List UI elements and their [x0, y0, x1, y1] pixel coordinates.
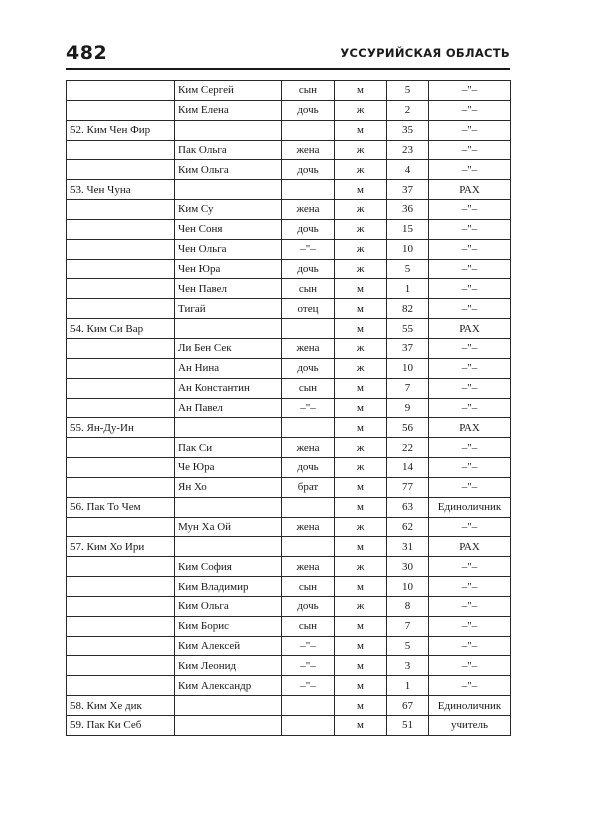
- sex-cell: ж: [335, 200, 387, 220]
- table-row: [67, 656, 511, 676]
- member-name-cell: Чен Павел: [175, 279, 282, 299]
- table-row: [67, 438, 511, 458]
- member-name-cell: [175, 120, 282, 140]
- member-name-cell: Пак Ольга: [175, 140, 282, 160]
- member-name-cell: Ан Павел: [175, 398, 282, 418]
- member-name-cell: Чен Ольга: [175, 239, 282, 259]
- age-cell: 10: [387, 239, 429, 259]
- table-row: [67, 239, 511, 259]
- sex-cell: ж: [335, 438, 387, 458]
- status-cell: –"–: [429, 200, 511, 220]
- status-cell: –"–: [429, 616, 511, 636]
- table-row: [67, 537, 511, 557]
- table-row: [67, 358, 511, 378]
- sex-cell: м: [335, 120, 387, 140]
- member-name-cell: Ли Бен Сек: [175, 338, 282, 358]
- age-cell: 63: [387, 497, 429, 517]
- sex-cell: ж: [335, 358, 387, 378]
- age-cell: 5: [387, 259, 429, 279]
- table-row: [67, 120, 511, 140]
- household-head-cell: 57. Ким Хо Ири: [67, 537, 175, 557]
- status-cell: РАХ: [429, 418, 511, 438]
- table-row: [67, 200, 511, 220]
- member-name-cell: [175, 319, 282, 339]
- sex-cell: м: [335, 378, 387, 398]
- table-row: [67, 458, 511, 478]
- household-head-cell: 53. Чен Чуна: [67, 180, 175, 200]
- relation-cell: –"–: [282, 239, 335, 259]
- relation-cell: жена: [282, 200, 335, 220]
- relation-cell: дочь: [282, 358, 335, 378]
- relation-cell: [282, 319, 335, 339]
- relation-cell: жена: [282, 140, 335, 160]
- age-cell: 31: [387, 537, 429, 557]
- table-row: [67, 378, 511, 398]
- status-cell: –"–: [429, 338, 511, 358]
- relation-cell: жена: [282, 517, 335, 537]
- sex-cell: ж: [335, 100, 387, 120]
- status-cell: –"–: [429, 219, 511, 239]
- member-name-cell: Тигай: [175, 299, 282, 319]
- age-cell: 30: [387, 557, 429, 577]
- relation-cell: дочь: [282, 219, 335, 239]
- sex-cell: м: [335, 616, 387, 636]
- member-name-cell: Пак Си: [175, 438, 282, 458]
- sex-cell: ж: [335, 140, 387, 160]
- sex-cell: ж: [335, 596, 387, 616]
- status-cell: –"–: [429, 120, 511, 140]
- status-cell: РАХ: [429, 180, 511, 200]
- status-cell: –"–: [429, 239, 511, 259]
- household-head-cell: 59. Пак Ки Себ: [67, 716, 175, 736]
- household-head-cell: [67, 616, 175, 636]
- household-head-cell: [67, 636, 175, 656]
- status-cell: –"–: [429, 160, 511, 180]
- family-roster-table: [66, 80, 511, 736]
- relation-cell: сын: [282, 378, 335, 398]
- household-head-cell: [67, 477, 175, 497]
- relation-cell: сын: [282, 279, 335, 299]
- sex-cell: ж: [335, 557, 387, 577]
- sex-cell: м: [335, 577, 387, 597]
- age-cell: 22: [387, 438, 429, 458]
- relation-cell: сын: [282, 616, 335, 636]
- relation-cell: [282, 120, 335, 140]
- age-cell: 15: [387, 219, 429, 239]
- header-rule: [66, 68, 510, 70]
- status-cell: –"–: [429, 557, 511, 577]
- relation-cell: –"–: [282, 636, 335, 656]
- relation-cell: –"–: [282, 398, 335, 418]
- sex-cell: м: [335, 537, 387, 557]
- table-row: [67, 100, 511, 120]
- age-cell: 35: [387, 120, 429, 140]
- table-row: [67, 557, 511, 577]
- sex-cell: м: [335, 716, 387, 736]
- household-head-cell: [67, 259, 175, 279]
- status-cell: Единоличник: [429, 696, 511, 716]
- table-row: [67, 517, 511, 537]
- table-row: [67, 180, 511, 200]
- sex-cell: м: [335, 319, 387, 339]
- status-cell: –"–: [429, 398, 511, 418]
- status-cell: –"–: [429, 259, 511, 279]
- member-name-cell: Чен Юра: [175, 259, 282, 279]
- age-cell: 36: [387, 200, 429, 220]
- sex-cell: м: [335, 418, 387, 438]
- table-row: [67, 696, 511, 716]
- age-cell: 5: [387, 636, 429, 656]
- household-head-cell: [67, 239, 175, 259]
- household-head-cell: 58. Ким Хе дик: [67, 696, 175, 716]
- status-cell: –"–: [429, 596, 511, 616]
- member-name-cell: Ким Сергей: [175, 81, 282, 101]
- sex-cell: м: [335, 299, 387, 319]
- status-cell: РАХ: [429, 319, 511, 339]
- relation-cell: жена: [282, 557, 335, 577]
- sex-cell: ж: [335, 458, 387, 478]
- roster-body: [67, 81, 511, 736]
- table-row: [67, 299, 511, 319]
- member-name-cell: Ким Ольга: [175, 160, 282, 180]
- status-cell: –"–: [429, 279, 511, 299]
- member-name-cell: Ан Нина: [175, 358, 282, 378]
- table-row: [67, 596, 511, 616]
- member-name-cell: Ким Су: [175, 200, 282, 220]
- table-row: [67, 676, 511, 696]
- table-row: [67, 81, 511, 101]
- status-cell: –"–: [429, 140, 511, 160]
- age-cell: 10: [387, 577, 429, 597]
- age-cell: 82: [387, 299, 429, 319]
- status-cell: –"–: [429, 81, 511, 101]
- member-name-cell: Ким Алексей: [175, 636, 282, 656]
- table-row: [67, 616, 511, 636]
- status-cell: учитель: [429, 716, 511, 736]
- status-cell: –"–: [429, 676, 511, 696]
- household-head-cell: [67, 557, 175, 577]
- page-header: [66, 42, 510, 68]
- relation-cell: дочь: [282, 458, 335, 478]
- member-name-cell: Ким Борис: [175, 616, 282, 636]
- age-cell: 62: [387, 517, 429, 537]
- member-name-cell: Чен Соня: [175, 219, 282, 239]
- sex-cell: м: [335, 279, 387, 299]
- running-title: УССУРИЙСКАЯ ОБЛАСТЬ: [340, 46, 510, 60]
- member-name-cell: Ким Елена: [175, 100, 282, 120]
- household-head-cell: [67, 200, 175, 220]
- relation-cell: жена: [282, 338, 335, 358]
- age-cell: 5: [387, 81, 429, 101]
- household-head-cell: [67, 140, 175, 160]
- relation-cell: сын: [282, 577, 335, 597]
- sex-cell: м: [335, 636, 387, 656]
- status-cell: РАХ: [429, 537, 511, 557]
- age-cell: 14: [387, 458, 429, 478]
- age-cell: 67: [387, 696, 429, 716]
- member-name-cell: [175, 696, 282, 716]
- sex-cell: ж: [335, 259, 387, 279]
- household-head-cell: [67, 596, 175, 616]
- age-cell: 7: [387, 378, 429, 398]
- status-cell: –"–: [429, 636, 511, 656]
- table-row: [67, 338, 511, 358]
- member-name-cell: Ким Владимир: [175, 577, 282, 597]
- status-cell: –"–: [429, 378, 511, 398]
- sex-cell: ж: [335, 517, 387, 537]
- status-cell: –"–: [429, 458, 511, 478]
- sex-cell: ж: [335, 239, 387, 259]
- household-head-cell: [67, 358, 175, 378]
- member-name-cell: [175, 497, 282, 517]
- age-cell: 23: [387, 140, 429, 160]
- relation-cell: отец: [282, 299, 335, 319]
- member-name-cell: Ким Ольга: [175, 596, 282, 616]
- table-row: [67, 636, 511, 656]
- household-head-cell: [67, 517, 175, 537]
- household-head-cell: 55. Ян-Ду-Ин: [67, 418, 175, 438]
- age-cell: 4: [387, 160, 429, 180]
- sex-cell: м: [335, 180, 387, 200]
- household-head-cell: [67, 656, 175, 676]
- household-head-cell: [67, 458, 175, 478]
- household-head-cell: [67, 338, 175, 358]
- status-cell: –"–: [429, 517, 511, 537]
- sex-cell: ж: [335, 219, 387, 239]
- household-head-cell: [67, 438, 175, 458]
- status-cell: –"–: [429, 299, 511, 319]
- table-row: [67, 418, 511, 438]
- status-cell: –"–: [429, 577, 511, 597]
- age-cell: 37: [387, 338, 429, 358]
- sex-cell: м: [335, 497, 387, 517]
- status-cell: –"–: [429, 477, 511, 497]
- household-head-cell: [67, 160, 175, 180]
- status-cell: –"–: [429, 438, 511, 458]
- table-row: [67, 716, 511, 736]
- relation-cell: дочь: [282, 596, 335, 616]
- age-cell: 3: [387, 656, 429, 676]
- status-cell: –"–: [429, 100, 511, 120]
- table-row: [67, 577, 511, 597]
- household-head-cell: 56. Пак То Чем: [67, 497, 175, 517]
- member-name-cell: [175, 716, 282, 736]
- table-row: [67, 477, 511, 497]
- age-cell: 8: [387, 596, 429, 616]
- relation-cell: брат: [282, 477, 335, 497]
- relation-cell: [282, 537, 335, 557]
- relation-cell: [282, 497, 335, 517]
- household-head-cell: [67, 398, 175, 418]
- relation-cell: [282, 716, 335, 736]
- relation-cell: дочь: [282, 259, 335, 279]
- relation-cell: [282, 180, 335, 200]
- status-cell: –"–: [429, 656, 511, 676]
- relation-cell: –"–: [282, 676, 335, 696]
- table-row: [67, 140, 511, 160]
- table-row: [67, 319, 511, 339]
- age-cell: 51: [387, 716, 429, 736]
- household-head-cell: [67, 219, 175, 239]
- relation-cell: дочь: [282, 160, 335, 180]
- age-cell: 2: [387, 100, 429, 120]
- household-head-cell: [67, 676, 175, 696]
- household-head-cell: [67, 577, 175, 597]
- age-cell: 10: [387, 358, 429, 378]
- status-cell: Единоличник: [429, 497, 511, 517]
- household-head-cell: [67, 299, 175, 319]
- sex-cell: ж: [335, 160, 387, 180]
- relation-cell: сын: [282, 81, 335, 101]
- page-number: 482: [66, 42, 108, 64]
- age-cell: 7: [387, 616, 429, 636]
- household-head-cell: 54. Ким Си Вар: [67, 319, 175, 339]
- household-head-cell: [67, 378, 175, 398]
- member-name-cell: Ан Константин: [175, 378, 282, 398]
- member-name-cell: Че Юра: [175, 458, 282, 478]
- sex-cell: м: [335, 477, 387, 497]
- household-head-cell: [67, 279, 175, 299]
- sex-cell: м: [335, 676, 387, 696]
- household-head-cell: 52. Ким Чен Фир: [67, 120, 175, 140]
- table-row: [67, 259, 511, 279]
- age-cell: 56: [387, 418, 429, 438]
- status-cell: –"–: [429, 358, 511, 378]
- sex-cell: м: [335, 696, 387, 716]
- member-name-cell: Мун Ха Ой: [175, 517, 282, 537]
- table-row: [67, 279, 511, 299]
- table-row: [67, 160, 511, 180]
- sex-cell: м: [335, 398, 387, 418]
- member-name-cell: [175, 418, 282, 438]
- member-name-cell: Ким София: [175, 557, 282, 577]
- relation-cell: [282, 418, 335, 438]
- table-row: [67, 219, 511, 239]
- sex-cell: м: [335, 81, 387, 101]
- member-name-cell: Ян Хо: [175, 477, 282, 497]
- member-name-cell: [175, 537, 282, 557]
- sex-cell: м: [335, 656, 387, 676]
- household-head-cell: [67, 100, 175, 120]
- household-head-cell: [67, 81, 175, 101]
- relation-cell: жена: [282, 438, 335, 458]
- age-cell: 1: [387, 676, 429, 696]
- age-cell: 55: [387, 319, 429, 339]
- member-name-cell: Ким Леонид: [175, 656, 282, 676]
- table-row: [67, 398, 511, 418]
- table-row: [67, 497, 511, 517]
- age-cell: 77: [387, 477, 429, 497]
- sex-cell: ж: [335, 338, 387, 358]
- member-name-cell: Ким Александр: [175, 676, 282, 696]
- relation-cell: дочь: [282, 100, 335, 120]
- relation-cell: [282, 696, 335, 716]
- member-name-cell: [175, 180, 282, 200]
- age-cell: 37: [387, 180, 429, 200]
- age-cell: 9: [387, 398, 429, 418]
- age-cell: 1: [387, 279, 429, 299]
- relation-cell: –"–: [282, 656, 335, 676]
